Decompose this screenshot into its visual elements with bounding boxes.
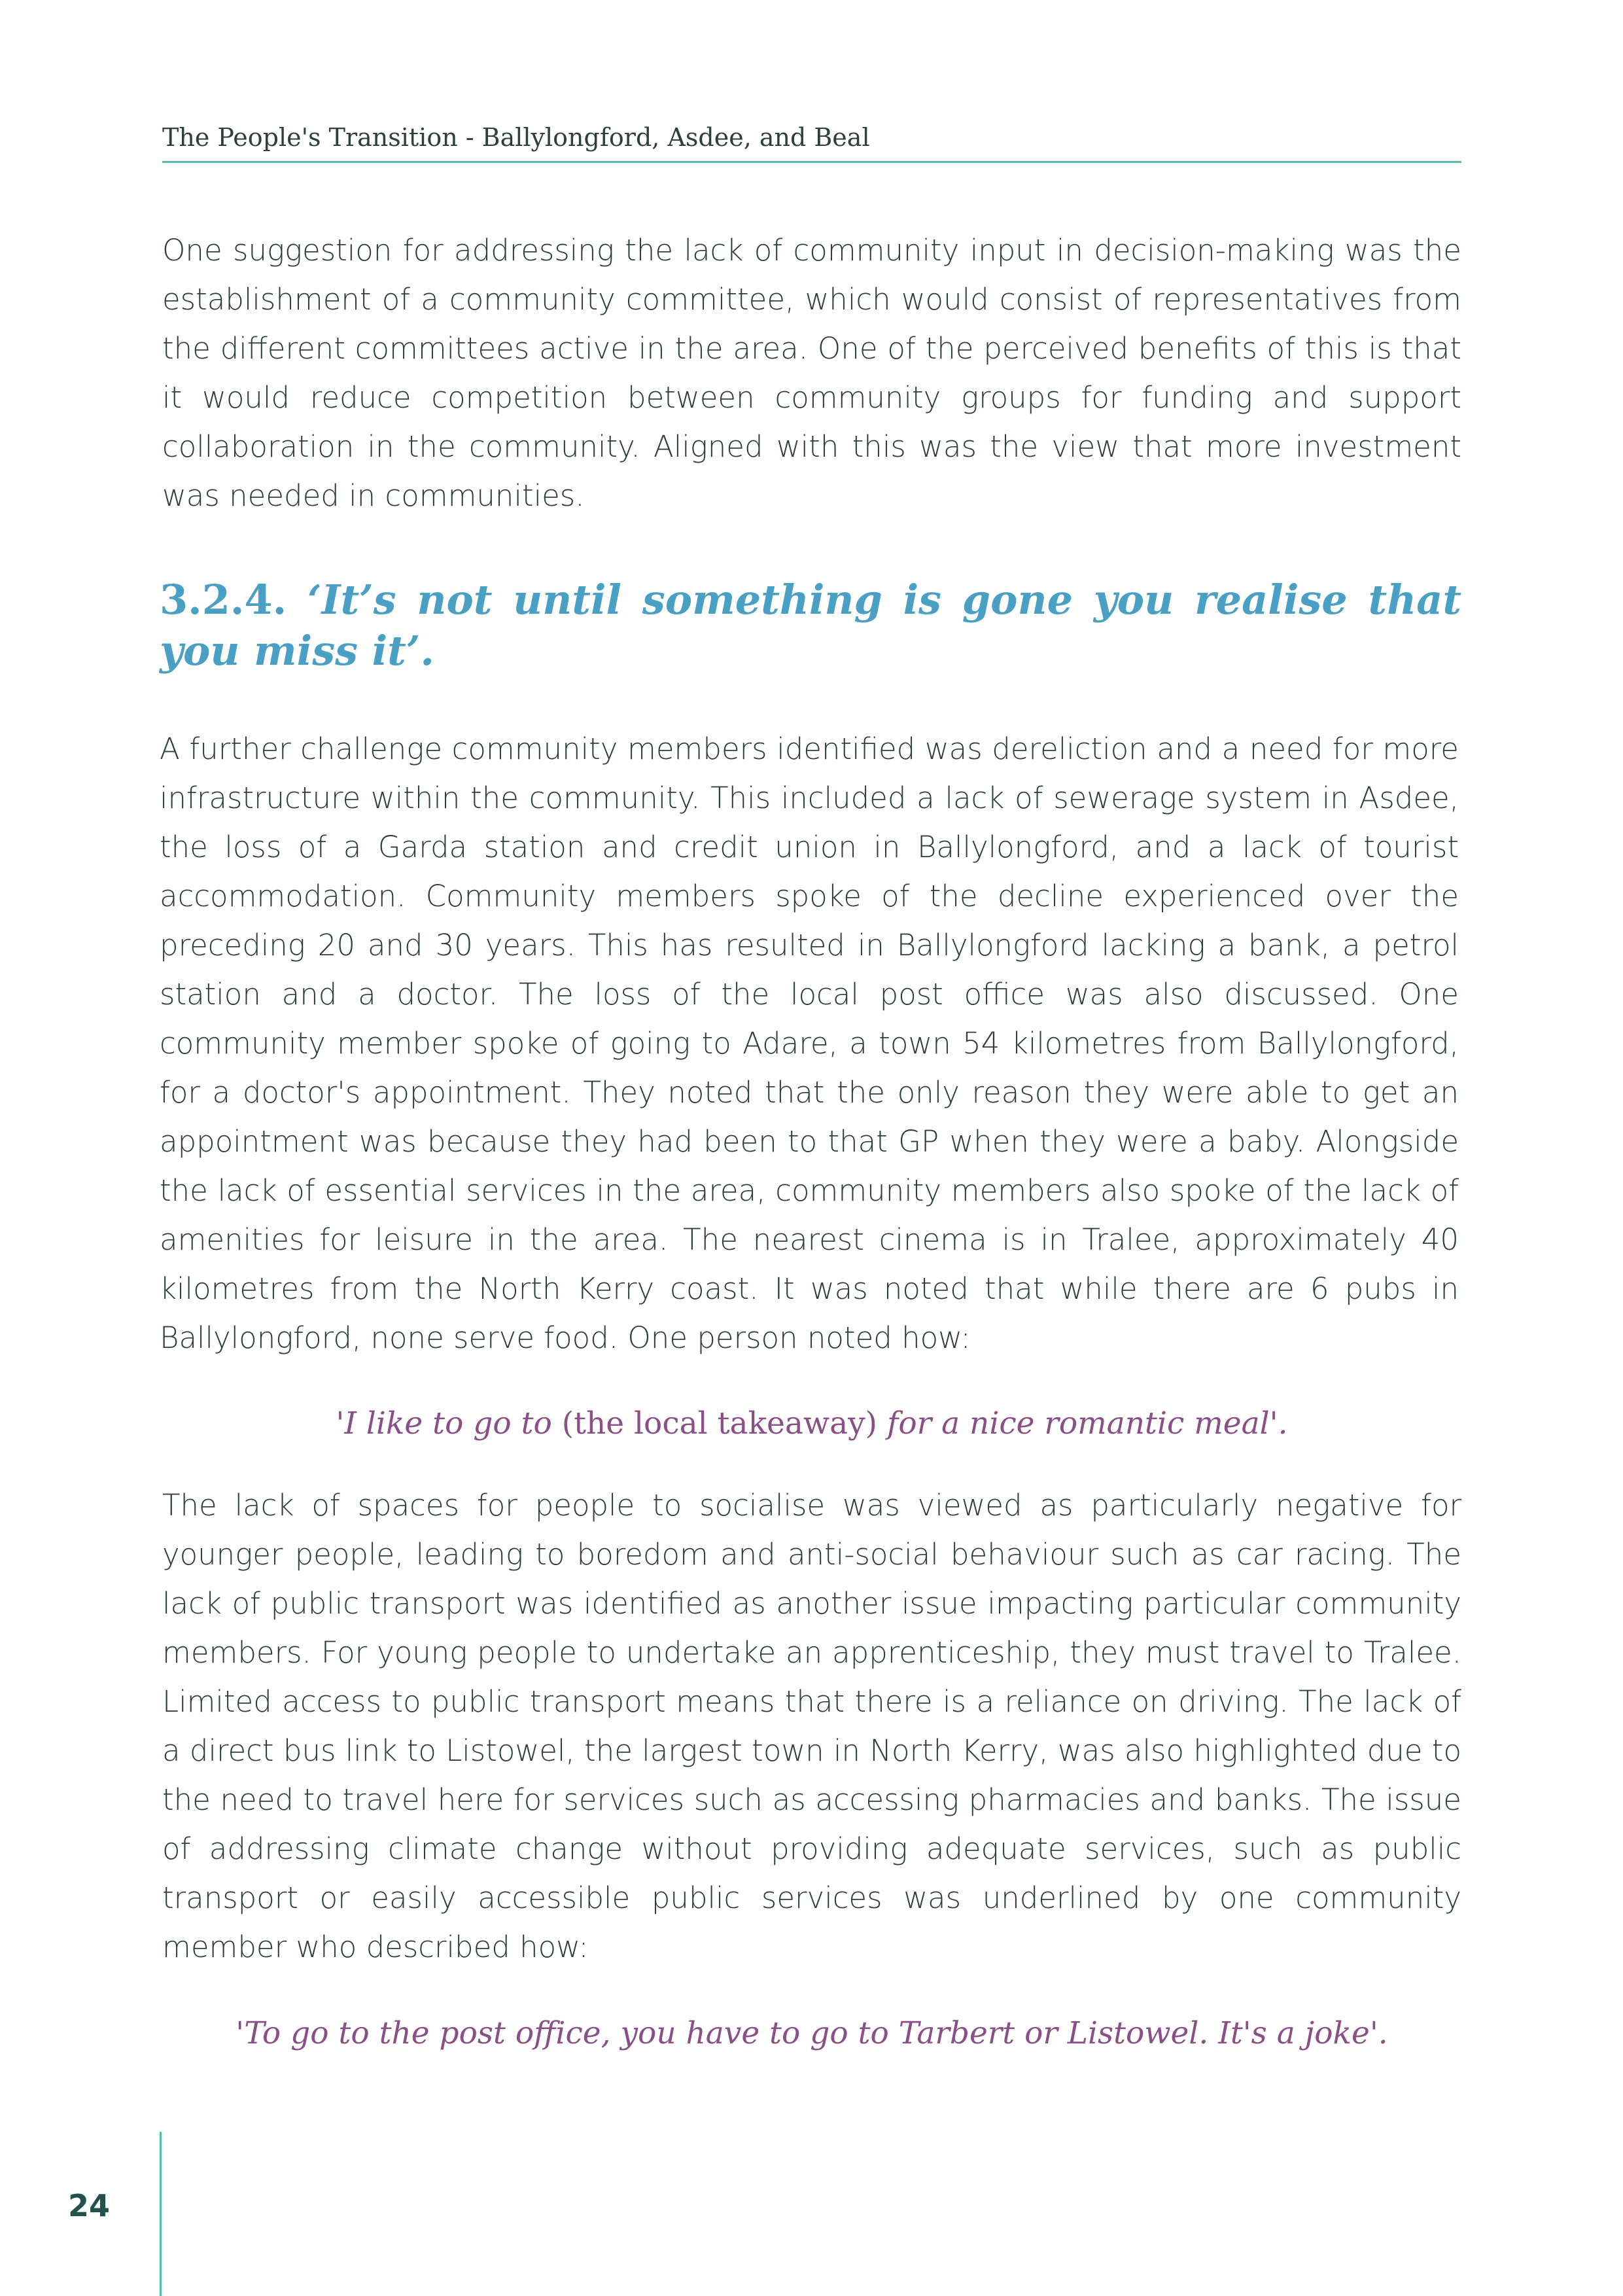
body-paragraph: A further challenge community members identified was dereliction and a need for more infrastructure within the community. This included a lack of sewerage system in Asdee, the loss of a Garda station and credit union in Ballylongford, and a lack of tourist accommodation. Community members spoke of the decline experienced over the preceding 20 and 30 years. This has resulted in Ballylongford lacking a bank, a petrol station and a doctor. The loss of the local post office was also discussed. One community member spoke of going to Adare, a town 54 kilometres from Ballylongford, for a doctor's appointment. They noted that the only reason they were able to get an appointment was because they had been to that GP when they were a baby. Alongside the lack of essential services in the area, community members also spoke of the lack of amenities for leisure in the area. The nearest cinema is in Tralee, approximately 40 kilometres from the North Kerry coast. It was noted that while there are 6 pubs in Ballylongford, none serve food. One person noted how: — [160, 732, 1459, 1355]
pull-quote — [162, 2014, 1461, 2053]
section-number: 3.2.4. — [160, 576, 287, 624]
body-paragraph: The lack of spaces for people to socialise was viewed as particularly negative for younger people, leading to boredom and anti-social behaviour such as car racing. The lack of public transport was identified as another issue impacting particular community members. For young people to undertake an apprenticeship, they must travel to Tralee. Limited access to public transport means that there is a reliance on driving. The lack of a direct bus link to Listowel, the largest town in North Kerry, was also highlighted due to the need to travel here for services such as accessing pharmacies and banks. The issue of addressing climate change without providing adequate services, such as public transport or easily accessible public services was underlined by one community member who described how: — [162, 1488, 1461, 1964]
page-number: 24 — [68, 2188, 111, 2223]
pull-quote — [162, 1404, 1461, 1443]
quote-text: 'I like to go to — [336, 1405, 552, 1441]
section-heading — [160, 574, 1461, 677]
section-title: ‘It’s not until something is gone you realise that you miss it’. — [160, 576, 1461, 675]
footer-margin-rule — [160, 2132, 162, 2296]
quote-text: for a nice romantic meal'. — [886, 1405, 1288, 1441]
quote-aside: (the local takeaway) — [561, 1405, 878, 1441]
running-header: The People's Transition - Ballylongford, Asdee, and Beal — [162, 123, 1461, 163]
quote-text: 'To go to the post office, you have to go to Tarbert or Listowel. It's a joke'. — [236, 2015, 1388, 2051]
body-paragraph: One suggestion for addressing the lack of community input in decision-making was the establishment of a community committee, which would consist of representatives from the different committees active in the area. One of the perceived benefits of this is that it would reduce competition between community groups for funding and support collaboration in the community. Aligned with this was the view that more investment was needed in communities. — [162, 233, 1461, 513]
